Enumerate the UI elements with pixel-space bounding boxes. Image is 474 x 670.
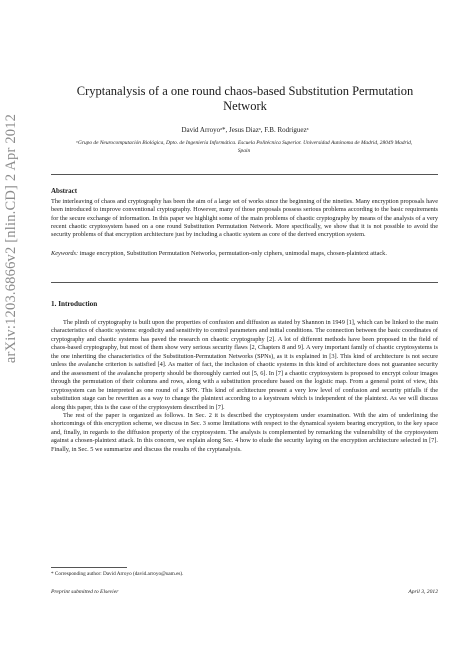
abstract-text: The interleaving of chaos and cryptography has been the aim of a large set of works since the beginning of the nineties. Many encryption proposals have been introduced to improve conventional cryptography. However, many of those proposals possess serious problems according to the basic requirements for the secure exchange of information. In this paper we highlight some of the main problems of chaotic cryptography by means of the analysis of a very recent chaotic cryptosystem based on a one round Substitution Permutation Network. More specifically, we show that it is not possible to avoid the security problems of that encryption architecture just by including a chaotic system as core of the derived encryption system. <box>51 198 438 239</box>
keywords-text: image encryption, Substitution Permutation Networks, permutation-only ciphers, unimodal maps, chosen-plaintext attack. <box>79 250 387 257</box>
footnote-rule <box>51 567 127 568</box>
author-list: David Arroyoᵃ*, Jesus Diazᵃ, F.B. Rodriguezᵃ <box>181 126 309 134</box>
abstract-heading: Abstract <box>51 187 78 195</box>
body-text <box>51 319 438 454</box>
footnote: * Corresponding author: David Arroyo (david.arroyo@uam.es). <box>51 571 184 577</box>
paper-title: Cryptanalysis of a one round chaos-based Substitution Permutation Network <box>76 84 414 113</box>
paragraph: The plinth of cryptography is built upon the properties of confusion and diffusion as stated by Shannon in 1949 [1], which can be linked to the main characteristics of chaotic systems: ergodicity and sensitivity to control parameters and initial conditions. The connection between the basic coordinates of cryptography and chaotic systems has paved the research on chaotic cryptography [2]. A lot of different methods have been proposed in the field of chaos-based cryptography, but most of them show very serious security flaws [2, Chapters 8 and 9]. A very important family of chaotic cryptosystems is the one inheriting the characteristics of the Substitution-Permutation Networks (SPNs), as it is explained in [3]. This kind of architecture is not secure unless the avalanche criterion is satisfied [4]. As matter of fact, the inclusion of chaotic systems in this kind of architecture does not guarantee security and the assessment of the avalanche property should be thoroughly carried out [5, 6]. In [7] a chaotic cryptosystem is proposed to encrypt colour images through the permutation of their columns and rows, along with a substitution procedure based on the logistic map. From a general point of view, this cryptosystem can be interpreted as one round of a SPN. This kind of architecture present a very low level of confusion and security pitfalls if the substitution stage can be rewritten as a way to change the plaintext according to a keystream which is independent of the plaintext. As we will discuss along this paper, this is the case of the cryptosystem described in [7]. <box>51 319 438 411</box>
affiliation: ᵃGrupo de Neurocomputación Biológica, Dpto. de Ingeniería Informática. Escuela Politécnica Superior. Universidad Autónoma de Madrid, 28049 Madrid, Spain <box>75 140 413 154</box>
date: April 3, 2012 <box>408 589 438 595</box>
paragraph: The rest of the paper is organized as follows. In Sec. 2 it is described the cryptosystem under examination. With the aim of underlining the shortcomings of this encryption scheme, we discuss in Sec. 3 some limitations with respect to the dynamical system bearing encryption, to the key space and, finally, in regards to the diffusion property of the cryptosystem. The analysis is complemented by remarking the vulnerability of the cryptosystem against a chosen-plaintext attack. In this concern, we explain along Sec. 4 how to elude the security laying on the encryption architecture selected in [7]. Finally, in Sec. 5 we summarize and discuss the results of the cryptanalysis. <box>51 411 438 453</box>
arxiv-identifier-text: arXiv:1203.6866v2 [nlin.CD] 2 Apr 2012 <box>3 113 20 363</box>
arxiv-identifier <box>0 18 24 458</box>
keywords <box>51 250 438 258</box>
keywords-label: Keywords: <box>51 250 79 257</box>
preprint-note: Preprint submitted to Elsevier <box>51 589 119 595</box>
section-heading: 1. Introduction <box>51 300 98 308</box>
